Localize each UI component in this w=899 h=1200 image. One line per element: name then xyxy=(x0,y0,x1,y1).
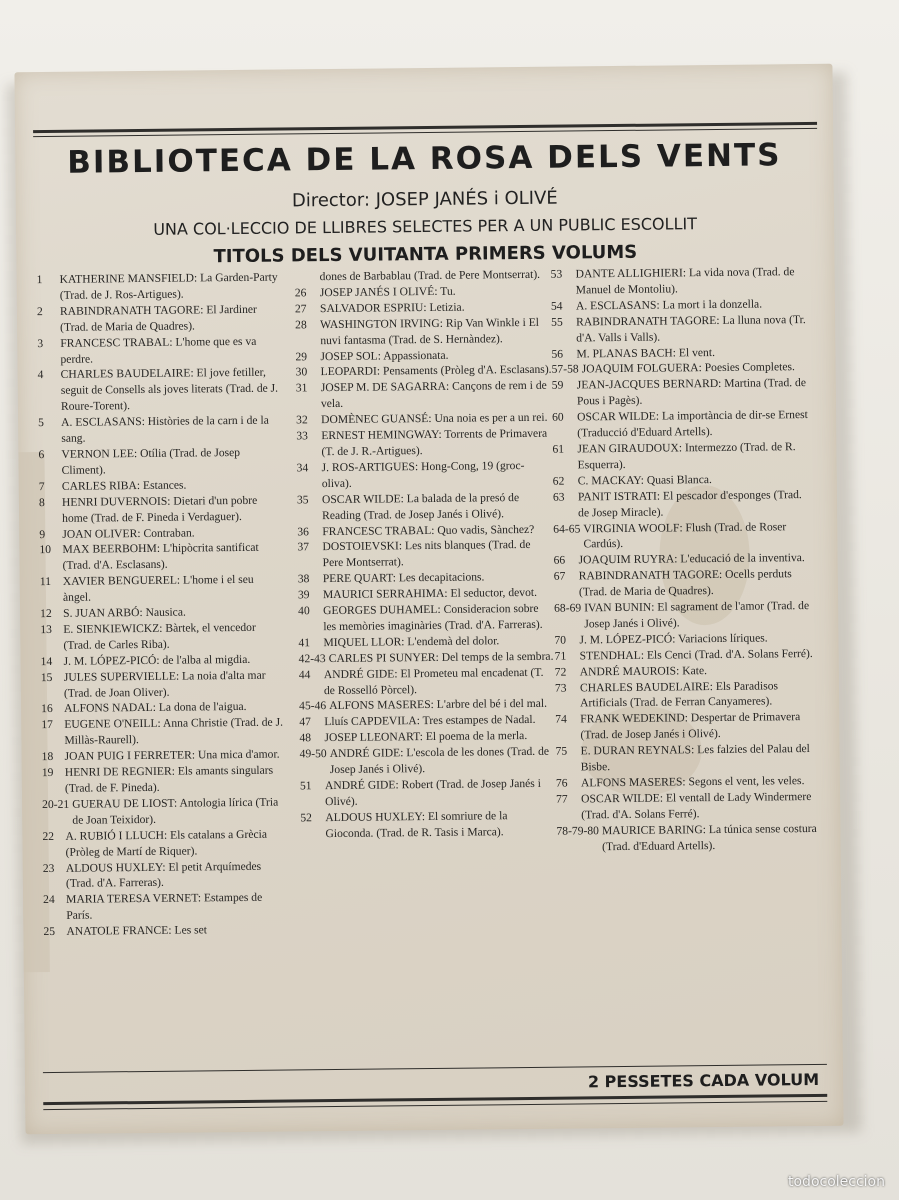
volume-number: 48 xyxy=(299,731,312,745)
director-line: Director: JOSEP JANÉS i OLIVÉ xyxy=(291,187,558,212)
volume-number: 23 xyxy=(42,861,55,875)
catalog-entry xyxy=(37,270,281,304)
volume-number: 55 xyxy=(551,315,563,329)
volume-title: JOSEP M. DE SAGARRA: Cançons de rem i de vela. xyxy=(320,379,547,411)
catalog-entry xyxy=(552,375,814,410)
volume-number: 31 xyxy=(295,381,308,395)
page-title: BIBLIOTECA DE LA ROSA DELS VENTS xyxy=(67,137,782,181)
volume-number: 14 xyxy=(40,654,53,668)
volume-number: 33 xyxy=(296,429,308,443)
volume-number: 38 xyxy=(297,572,310,586)
volume-number: 53 xyxy=(550,267,563,281)
volume-number: 47 xyxy=(299,715,311,729)
catalog-entry xyxy=(556,821,818,856)
volume-number: 9 xyxy=(39,527,46,541)
volume-number: 24 xyxy=(43,893,55,907)
catalog-entry xyxy=(43,858,287,892)
catalog-entry xyxy=(553,518,815,553)
catalog-entry xyxy=(42,794,286,828)
volume-number: 78-79-80 xyxy=(556,823,600,838)
volume-title: JOSEP LLEONART: El poema de la merla. xyxy=(324,729,528,745)
volume-number: 29 xyxy=(295,349,308,363)
volume-title: dones de Barbablau (Trad. de Pere Montserrat). xyxy=(319,267,541,284)
volume-title: JEAN-JACQUES BERNARD: Martina (Trad. de Pous i Pagès). xyxy=(576,376,807,408)
volume-number: 5 xyxy=(38,416,44,430)
volume-title: S. JUAN ARBÓ: Nausica. xyxy=(63,605,186,620)
volume-title: VIRGINIA WOOLF: Flush (Trad. de Roser Cardús). xyxy=(583,519,787,551)
volume-title: ALDOUS HUXLEY: El petit Arquímedes (Trad. d'A. Farreras). xyxy=(65,859,262,891)
volume-title: FRANCESC TRABAL: Quo vadis, Sànchez? xyxy=(322,522,535,538)
volume-number: 39 xyxy=(297,588,310,602)
volume-title: ANDRÉ GIDE: Robert (Trad. de Josep Janés i Olivé). xyxy=(324,776,541,809)
volume-number: 40 xyxy=(298,604,310,618)
volume-number: 2 xyxy=(36,304,43,318)
volume-title: HENRI DUVERNOIS: Dietari d'un pobre home (Trad. de F. Pineda i Verdaguer). xyxy=(61,493,258,525)
catalog-entry xyxy=(553,487,815,522)
volume-title: JOAN PUIG I FERRETER: Una mica d'amor. xyxy=(64,747,280,764)
volume-number: 73 xyxy=(554,681,567,695)
volume-number: 61 xyxy=(552,442,565,456)
volume-title: ERNEST HEMINGWAY: Torrents de Primavera (T. de J. R.-Artigues). xyxy=(321,426,548,459)
catalog-column-3 xyxy=(551,264,819,855)
volume-number: 56 xyxy=(551,347,564,361)
catalog-entry xyxy=(43,922,287,940)
volume-number: 10 xyxy=(39,543,52,557)
catalog-entry xyxy=(555,709,817,744)
volume-number: 71 xyxy=(554,649,567,663)
volume-number: 62 xyxy=(552,474,565,488)
volume-title: VERNON LEE: Otília (Trad. de Josep Climent). xyxy=(61,445,241,477)
volume-title: C. MACKAY: Quasi Blanca. xyxy=(577,472,712,488)
volume-title: J. ROS-ARTIGUES: Hong-Cong, 19 (groc-oliva). xyxy=(321,458,525,490)
volume-number: 36 xyxy=(297,524,309,538)
volume-number: 4 xyxy=(37,368,44,382)
volume-number: 13 xyxy=(40,622,52,637)
volume-title: MAURICI SERRAHIMA: El seductor, devot. xyxy=(322,585,538,602)
catalog-column-1 xyxy=(37,270,288,941)
volume-number: 11 xyxy=(39,575,52,589)
volume-title: WASHINGTON IRVING: Rip Van Winkle i El nuvi fantasma (Trad. de S. Hernàndez). xyxy=(320,315,540,347)
volume-title: A. ESCLASANS: Històries de la carn i de la sang. xyxy=(61,413,269,445)
volume-number: 18 xyxy=(41,750,54,764)
volume-title: CARLES RIBA: Estances. xyxy=(61,478,187,493)
catalog-entry xyxy=(300,776,556,810)
catalog-entry xyxy=(300,744,556,778)
catalog-entry xyxy=(555,678,817,713)
catalog-entry xyxy=(39,540,283,574)
catalog-entry xyxy=(38,413,282,447)
volume-number: 6 xyxy=(38,447,45,462)
catalog-column-2 xyxy=(295,267,557,842)
volume-number: 28 xyxy=(295,317,307,332)
volume-number: 72 xyxy=(554,665,567,679)
catalog-entry xyxy=(42,826,286,860)
volume-number: 66 xyxy=(553,553,566,568)
volume-number: 70 xyxy=(554,633,567,647)
volume-title: JOAN OLIVER: Contraban. xyxy=(62,525,195,541)
volume-title: ALFONS NADAL: La dona de l'aigua. xyxy=(64,700,247,716)
catalog-page xyxy=(14,64,843,1135)
volume-title: A. RUBIÓ I LLUCH: Els catalans a Grècia (Pròleg de Martí de Riquer). xyxy=(65,827,268,859)
price-note: 2 PESSETES CADA VOLUM xyxy=(587,1069,820,1092)
catalog-entry xyxy=(551,264,813,299)
volume-number: 30 xyxy=(295,365,308,379)
volume-title: CHARLES BAUDELAIRE: Els Paradisos Artificials (Trad. de Ferran Canyameres). xyxy=(579,678,779,710)
bottom-rule xyxy=(43,1094,827,1105)
volume-title: XAVIER BENGUEREL: L'home i el seu àngel. xyxy=(62,573,254,604)
catalog-entry xyxy=(295,314,551,348)
volume-title: LEOPARDI: Pensaments (Pròleg d'A. Esclasans). xyxy=(320,363,552,379)
catalog-entry xyxy=(554,598,816,633)
volume-number: 20-21 xyxy=(42,797,70,811)
volume-number: 27 xyxy=(294,302,307,316)
volume-title: RABINDRANATH TAGORE: La lluna nova (Tr. d'A. Valls i Valls). xyxy=(576,312,806,345)
volume-title: DOMÈNEC GUANSÉ: Una noia es per a un rei. xyxy=(321,410,548,427)
catalog-entry xyxy=(296,426,552,460)
volume-title: CHARLES BAUDELAIRE: El jove fetiller, seguit de Consells als joves literats (Trad. de J. Roure-Torent). xyxy=(60,366,279,414)
volume-number: 7 xyxy=(38,479,45,493)
volume-number: 42-43 xyxy=(298,651,326,666)
volume-title: PANIT ISTRATI: El pescador d'esponges (Trad. de Josep Miracle). xyxy=(577,487,802,520)
catalog-entry xyxy=(299,664,555,698)
volume-number: 60 xyxy=(552,410,564,424)
volume-title: ALFONS MASERES: Segons el vent, les veles. xyxy=(580,774,805,790)
volume-title: SALVADOR ESPRIU: Letizia. xyxy=(319,300,465,315)
volume-title: E. DURAN REYNALS: Les falzies del Palau del Bisbe. xyxy=(580,742,810,774)
watermark: todocoleccion xyxy=(788,1174,885,1190)
volume-title: JEAN GIRAUDOUX: Intermezzo (Trad. de R. Esquerra). xyxy=(577,440,796,472)
volume-title: GEORGES DUHAMEL: Consideracion sobre les memòries imaginàries (Trad. d'A. Farreras). xyxy=(323,601,543,634)
catalog-entry xyxy=(297,458,553,492)
volume-number: 77 xyxy=(556,792,568,806)
catalog-entry xyxy=(42,763,286,797)
volume-title: ANDRÉ GIDE: El Prometeu mal encadenat (T. de Rosselló Pòrcel). xyxy=(323,665,544,697)
catalog-entry xyxy=(43,890,287,924)
volume-number: 25 xyxy=(43,925,56,939)
catalog-entry xyxy=(554,566,816,601)
volume-title: JOAQUIM RUYRA: L'educació de la inventiva. xyxy=(578,551,805,567)
volume-title: MAURICE BARING: La túnica sense costura (Trad. d'Eduard Artells). xyxy=(601,821,817,853)
volume-number: 44 xyxy=(298,667,311,682)
volume-number: 1 xyxy=(36,273,43,287)
volume-title: A. ESCLASANS: La mort i la donzella. xyxy=(575,297,763,313)
catalog-entry xyxy=(37,333,281,367)
list-heading: TITOLS DELS VUITANTA PRIMERS VOLUMS xyxy=(213,241,638,268)
volume-title: MAX BEERBOHM: L'hipòcrita santificat (Trad. d'A. Esclasans). xyxy=(62,541,259,573)
volume-number: 59 xyxy=(551,378,564,393)
volume-number: 76 xyxy=(555,776,568,790)
collection-subtitle: UNA COL·LECCIO DE LLIBRES SELECTES PER A UN PUBLIC ESCOLLIT xyxy=(153,214,698,239)
volume-title: OSCAR WILDE: El ventall de Lady Windermere (Trad. d'A. Solans Ferré). xyxy=(581,789,812,822)
volume-number: 32 xyxy=(296,413,308,427)
volume-title: PERE QUART: Les decapitacions. xyxy=(322,570,485,586)
volume-title: J. M. LÓPEZ-PICÓ: Variacions líriques. xyxy=(579,631,768,647)
volume-title: ANDRÉ GIDE: L'escola de les dones (Trad. de Josep Janés i Olivé). xyxy=(329,744,550,777)
catalog-entry xyxy=(41,667,285,701)
volume-number: 52 xyxy=(300,811,312,825)
volume-number: 22 xyxy=(42,829,55,843)
volume-number: 12 xyxy=(40,606,52,621)
volume-number: 63 xyxy=(552,490,565,504)
volume-title: JOSEP SOL: Appassionata. xyxy=(320,348,449,363)
catalog-entry xyxy=(300,807,556,841)
volume-title: FRANCESC TRABAL: L'home que es va perdre. xyxy=(60,334,257,366)
volume-number: 67 xyxy=(553,569,566,583)
volume-title: ALDOUS HUXLEY: El somriure de la Gioconda. (Trad. de R. Tasis i Marca). xyxy=(325,809,508,840)
volume-title: ANATOLE FRANCE: Les set xyxy=(66,923,208,938)
volume-title: OSCAR WILDE: La balada de la presó de Reading (Trad. de Josep Janés i Olivé). xyxy=(321,490,520,522)
catalog-entry xyxy=(37,301,281,335)
catalog-entry xyxy=(556,741,818,776)
volume-number: 57-58 xyxy=(551,362,579,377)
volume-title: KATHERINE MANSFIELD: La Garden-Party (Trad. de J. Ros-Artigues). xyxy=(59,270,278,302)
volume-title: DOSTOIEVSKI: Les nits blanques (Trad. de Pere Montserrat). xyxy=(322,538,531,570)
volume-title: E. SIENKIEWICKZ: Bàrtek, el vencedor (Trad. de Carles Riba). xyxy=(63,620,256,652)
catalog-entry xyxy=(296,378,552,412)
volume-number: 49-50 xyxy=(299,747,327,761)
volume-number: 26 xyxy=(294,286,307,300)
volume-title: EUGENE O'NEILL: Anna Christie (Trad. de J. Millàs-Raurell). xyxy=(64,715,284,748)
volume-number: 3 xyxy=(37,336,44,350)
volume-number: 74 xyxy=(555,712,567,727)
volume-title: RABINDRANATH TAGORE: Ocells perduts (Trad. de Maria de Quadres). xyxy=(578,567,792,599)
volume-number: 17 xyxy=(41,718,53,732)
volume-number: 16 xyxy=(41,702,53,716)
catalog-entry xyxy=(297,537,553,571)
catalog-entry xyxy=(38,365,282,415)
volume-title: FRANK WEDEKIND: Despertar de Primavera (Trad. de Josep Janés i Olivé). xyxy=(580,710,801,742)
volume-title: IVAN BUNIN: El sagrament de l'amor (Trad. de Josep Janés i Olivé). xyxy=(584,599,810,631)
volume-number: 19 xyxy=(41,766,54,780)
volume-number xyxy=(295,269,320,285)
volume-title: M. PLANAS BACH: El vent. xyxy=(576,345,715,360)
volume-number: 75 xyxy=(555,744,568,758)
volume-number: 68-69 xyxy=(554,601,582,615)
volume-title: OSCAR WILDE: La importància de dir-se Ernest (Traducció d'Eduard Artells). xyxy=(577,408,808,440)
volume-title: RABINDRANATH TAGORE: El Jardiner (Trad. de Maria de Quadres). xyxy=(59,302,257,334)
volume-number: 51 xyxy=(299,779,312,793)
volume-title: DANTE ALLIGHIERI: La vida nova (Trad. de Manuel de Montoliu). xyxy=(575,265,795,297)
volume-title: HENRI DE REGNIER: Els amants singulars (Trad. de F. Pineda). xyxy=(64,763,274,795)
volume-title: J. M. LÓPEZ-PICÓ: de l'alba al migdia. xyxy=(63,652,251,668)
volume-number: 15 xyxy=(40,670,53,684)
volume-title: JULES SUPERVIELLE: La noia d'alta mar (Trad. de Joan Oliver). xyxy=(63,668,266,700)
volume-title: JOAQUIM FOLGUERA: Poesies Completes. xyxy=(581,360,795,376)
catalog-entry xyxy=(556,789,818,824)
catalog-entry xyxy=(552,439,814,474)
catalog-entry xyxy=(38,444,282,478)
catalog-entry xyxy=(40,572,284,606)
catalog-entry xyxy=(551,312,813,347)
volume-number: 45-46 xyxy=(299,699,327,713)
catalog-entry xyxy=(39,492,283,526)
volume-title: ANDRÉ MAUROIS: Kate. xyxy=(579,663,708,679)
volume-number: 41 xyxy=(298,636,311,650)
volume-title: ALFONS MASERES: L'arbre del bé i del mal. xyxy=(329,697,548,713)
volume-title: MIQUEL LLOR: L'endemà del dolor. xyxy=(323,634,500,649)
volume-title: MARIA TERESA VERNET: Estampes de París. xyxy=(66,891,263,923)
volume-number: 35 xyxy=(296,492,309,507)
catalog-entry xyxy=(40,619,284,653)
volume-title: JOSEP JANÉS I OLIVÉ: Tu. xyxy=(319,284,456,300)
volume-number: 64-65 xyxy=(553,521,581,536)
volume-number: 37 xyxy=(297,540,310,554)
catalog-entry xyxy=(297,489,553,523)
catalog-entry xyxy=(552,407,814,442)
catalog-entry xyxy=(41,715,285,749)
volume-title: GUERAU DE LIOST: Antologia lírica (Tria de Joan Teixidor). xyxy=(72,795,279,827)
volume-title: STENDHAL: Els Cenci (Trad. d'A. Solans Ferré). xyxy=(579,646,813,663)
volume-number: 34 xyxy=(296,461,309,475)
volume-number: 54 xyxy=(550,299,563,313)
volume-title: Lluís CAPDEVILA: Tres estampes de Nadal. xyxy=(324,713,536,729)
volume-number: 8 xyxy=(38,495,45,509)
volume-title: CARLES PI SUNYER: Del temps de la sembra. xyxy=(328,649,554,665)
catalog-entry xyxy=(298,601,554,635)
